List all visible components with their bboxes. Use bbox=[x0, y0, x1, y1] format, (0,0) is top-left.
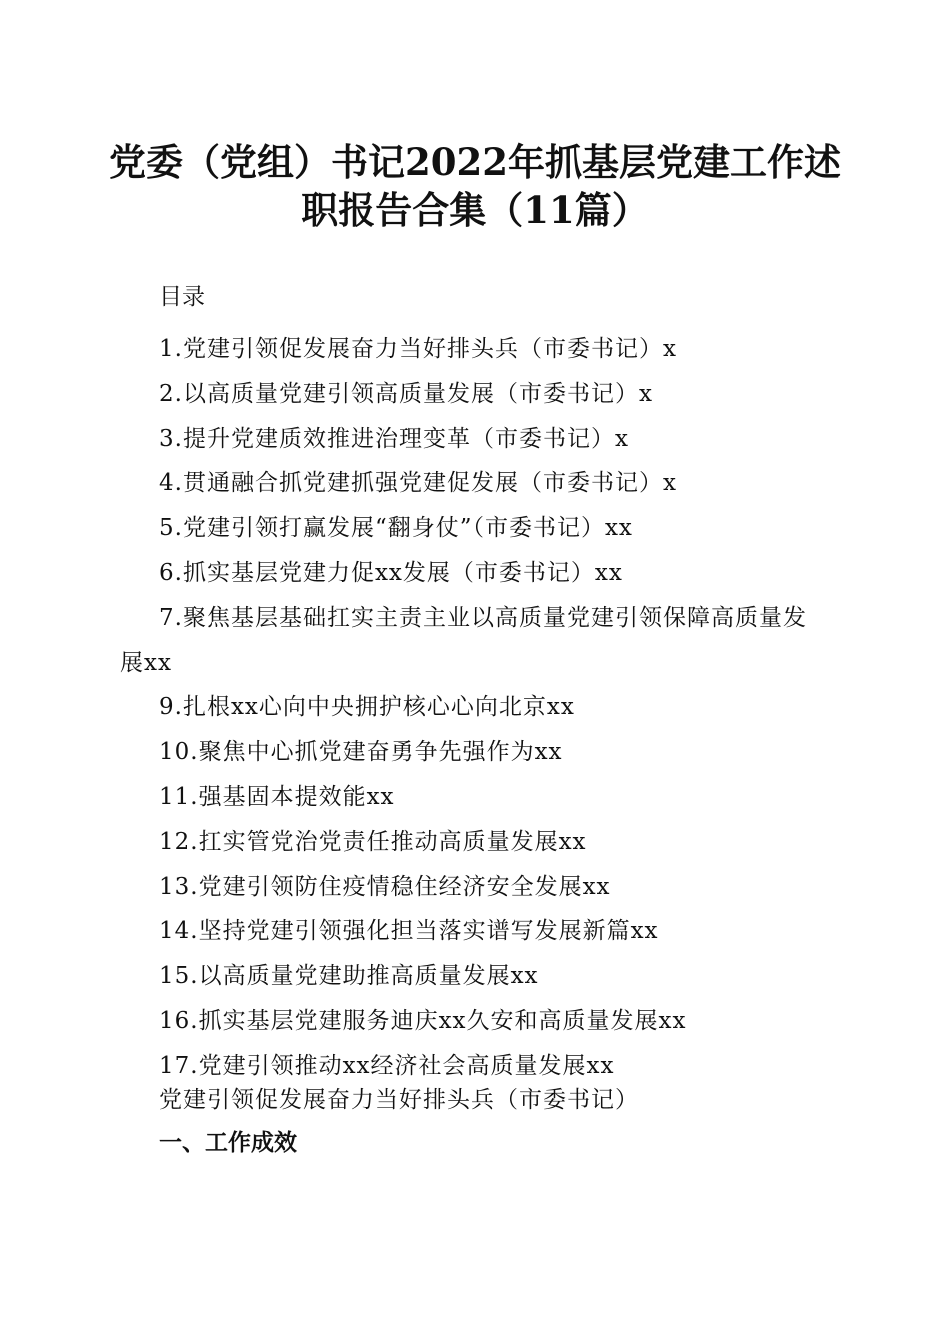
toc-item: 6.抓实基层党建力促xx发展（市委书记）xx bbox=[159, 559, 623, 586]
section-heading: 一、工作成效 bbox=[159, 1130, 297, 1156]
toc-item: 11.强基固本提效能xx bbox=[159, 783, 395, 810]
toc-item: 1.党建引领促发展奋力当好排头兵（市委书记）x bbox=[159, 336, 677, 362]
toc-item: 12.扛实管党治党责任推动高质量发展xx bbox=[159, 828, 587, 855]
toc-item: 9.扎根xx心向中央拥护核心心向北京xx bbox=[159, 694, 575, 721]
toc-item: 4.贯通融合抓党建抓强党建促发展（市委书记）x bbox=[159, 470, 677, 497]
document-title bbox=[100, 138, 850, 234]
toc-item: 14.坚持党建引领强化担当落实谱写发展新篇xx bbox=[159, 918, 659, 945]
toc-item: 3.提升党建质效推进治理变革（市委书记）x bbox=[159, 425, 629, 452]
title-line-2: 职报告合集（11篇） bbox=[301, 188, 649, 232]
toc-item: 5.党建引领打赢发展“翻身仗”（市委书记）xx bbox=[159, 515, 633, 542]
toc-item: 13.党建引领防住疫情稳住经济安全发展xx bbox=[159, 873, 611, 900]
article-title: 党建引领促发展奋力当好排头兵（市委书记） bbox=[159, 1087, 639, 1113]
toc-item: 15.以高质量党建助推高质量发展xx bbox=[159, 963, 539, 990]
toc-item: 17.党建引领推动xx经济社会高质量发展xx bbox=[159, 1052, 615, 1079]
toc-item: 7.聚焦基层基础扛实主责主业以高质量党建引领保障高质量发展xx bbox=[120, 604, 807, 676]
toc-item: 16.抓实基层党建服务迪庆xx久安和高质量发展xx bbox=[159, 1007, 687, 1034]
table-of-contents bbox=[120, 327, 830, 1089]
toc-item: 10.聚焦中心抓党建奋勇争先强作为xx bbox=[159, 739, 563, 766]
title-line-1: 党委（党组）书记2022年抓基层党建工作述 bbox=[109, 140, 841, 184]
toc-label: 目录 bbox=[159, 284, 205, 310]
toc-item: 2.以高质量党建引领高质量发展（市委书记）x bbox=[159, 380, 653, 407]
